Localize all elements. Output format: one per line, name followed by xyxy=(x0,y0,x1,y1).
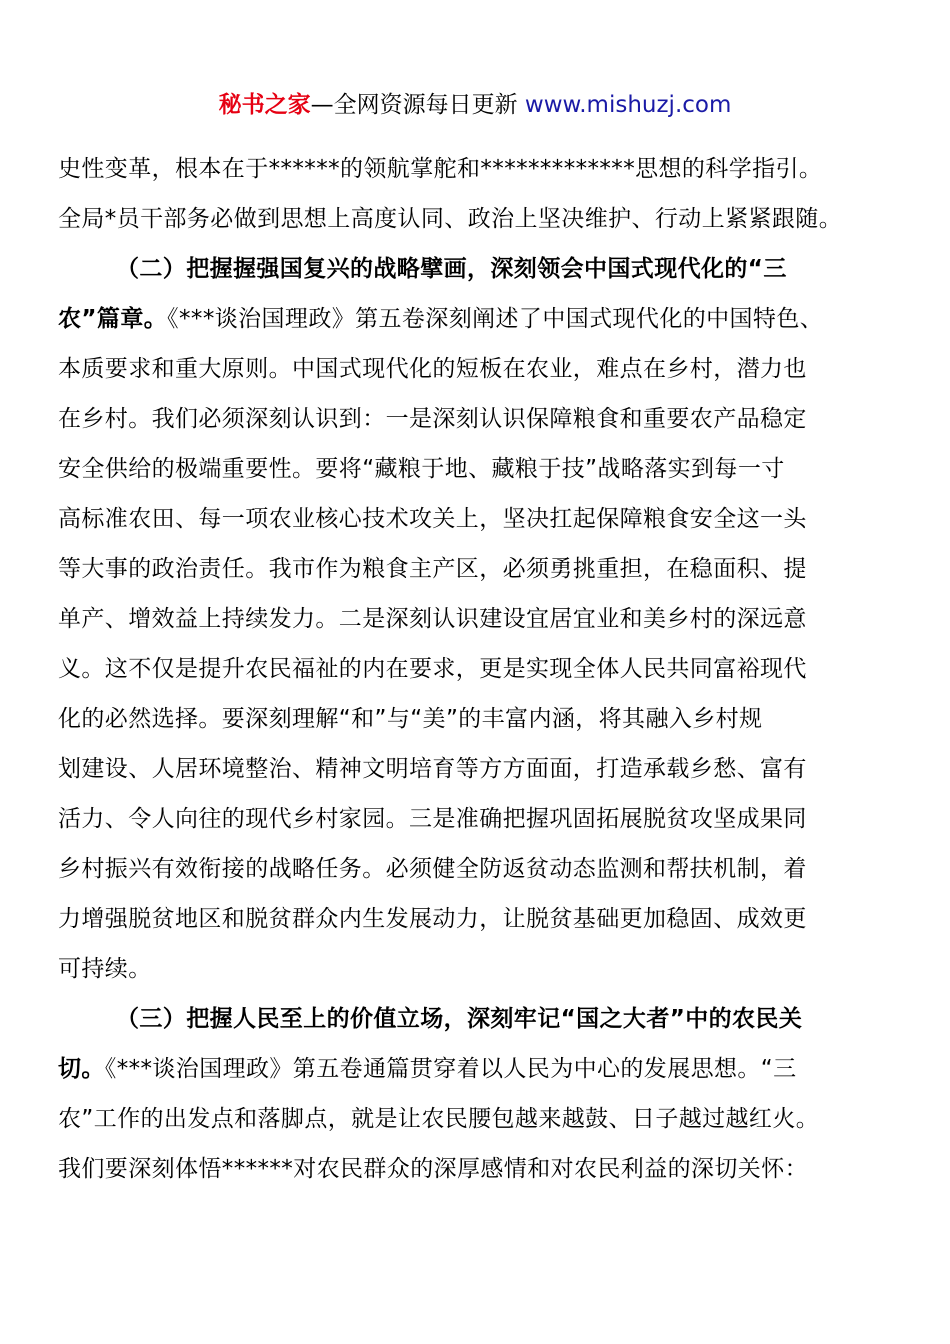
body-line: 在乡村。我们必须深刻认识到：一是深刻认识保障粮食和重要农产品稳定 xyxy=(58,406,807,432)
site-brand: 秘书之家 xyxy=(218,92,311,118)
body-line: 切。《***谈治国理政》第五卷通篇贯穿着以人民为中心的发展思想。“三 xyxy=(58,1056,797,1082)
body-line: 农”篇章。《***谈治国理政》第五卷深刻阐述了中国式现代化的中国特色、 xyxy=(58,306,824,332)
body-line: 乡村振兴有效衔接的战略任务。必须健全防返贫动态监测和帮扶机制，着 xyxy=(58,856,807,882)
body-line: 化的必然选择。要深刻理解“和”与“美”的丰富内涵，将其融入乡村规 xyxy=(58,706,763,732)
site-banner xyxy=(0,88,950,122)
body-line: 划建设、人居环境整治、精神文明培育等方方面面，打造承载乡愁、富有 xyxy=(58,756,807,782)
body-line: 力增强脱贫地区和脱贫群众内生发展动力，让脱贫基础更加稳固、成效更 xyxy=(58,906,807,932)
body-line: 高标准农田、每一项农业核心技术攻关上，坚决扛起保障粮食安全这一头 xyxy=(58,506,807,532)
body-line: 我们要深刻体悟******对农民群众的深厚感情和对农民利益的深切关怀： xyxy=(58,1156,808,1182)
body-line: 安全供给的极端重要性。要将“藏粮于地、藏粮于技”战略落实到每一寸 xyxy=(58,456,785,482)
document-body xyxy=(58,144,898,1194)
body-line: 全局*员干部务必做到思想上高度认同、政治上坚决维护、行动上紧紧跟随。 xyxy=(58,206,843,232)
body-line: 可持续。 xyxy=(58,956,152,982)
site-slogan: —全网资源每日更新 xyxy=(310,92,525,118)
body-line: 义。这不仅是提升农民福祉的内在要求，更是实现全体人民共同富裕现代 xyxy=(58,656,807,682)
body-line: 单产、增效益上持续发力。二是深刻认识建设宜居宜业和美乡村的深远意 xyxy=(58,606,807,632)
site-url-link[interactable]: www.mishuzj.com xyxy=(524,92,732,118)
body-line: 等大事的政治责任。我市作为粮食主产区，必须勇挑重担，在稳面积、提 xyxy=(58,556,807,582)
body-line: 活力、令人向往的现代乡村家园。三是准确把握巩固拓展脱贫攻坚成果同 xyxy=(58,806,807,832)
section-heading-3: （三）把握人民至上的价值立场，深刻牢记“国之大者”中的农民关 xyxy=(116,1006,803,1032)
body-line: 本质要求和重大原则。中国式现代化的短板在农业，难点在乡村，潜力也 xyxy=(58,356,807,382)
body-line: 史性变革，根本在于******的领航掌舵和*************思想的科学指引。 xyxy=(58,156,823,182)
body-line: 农”工作的出发点和落脚点，就是让农民腰包越来越鼓、日子越过越红火。 xyxy=(58,1106,820,1132)
section-heading-2: （二）把握握强国复兴的战略擘画，深刻领会中国式现代化的“三 xyxy=(116,256,787,282)
